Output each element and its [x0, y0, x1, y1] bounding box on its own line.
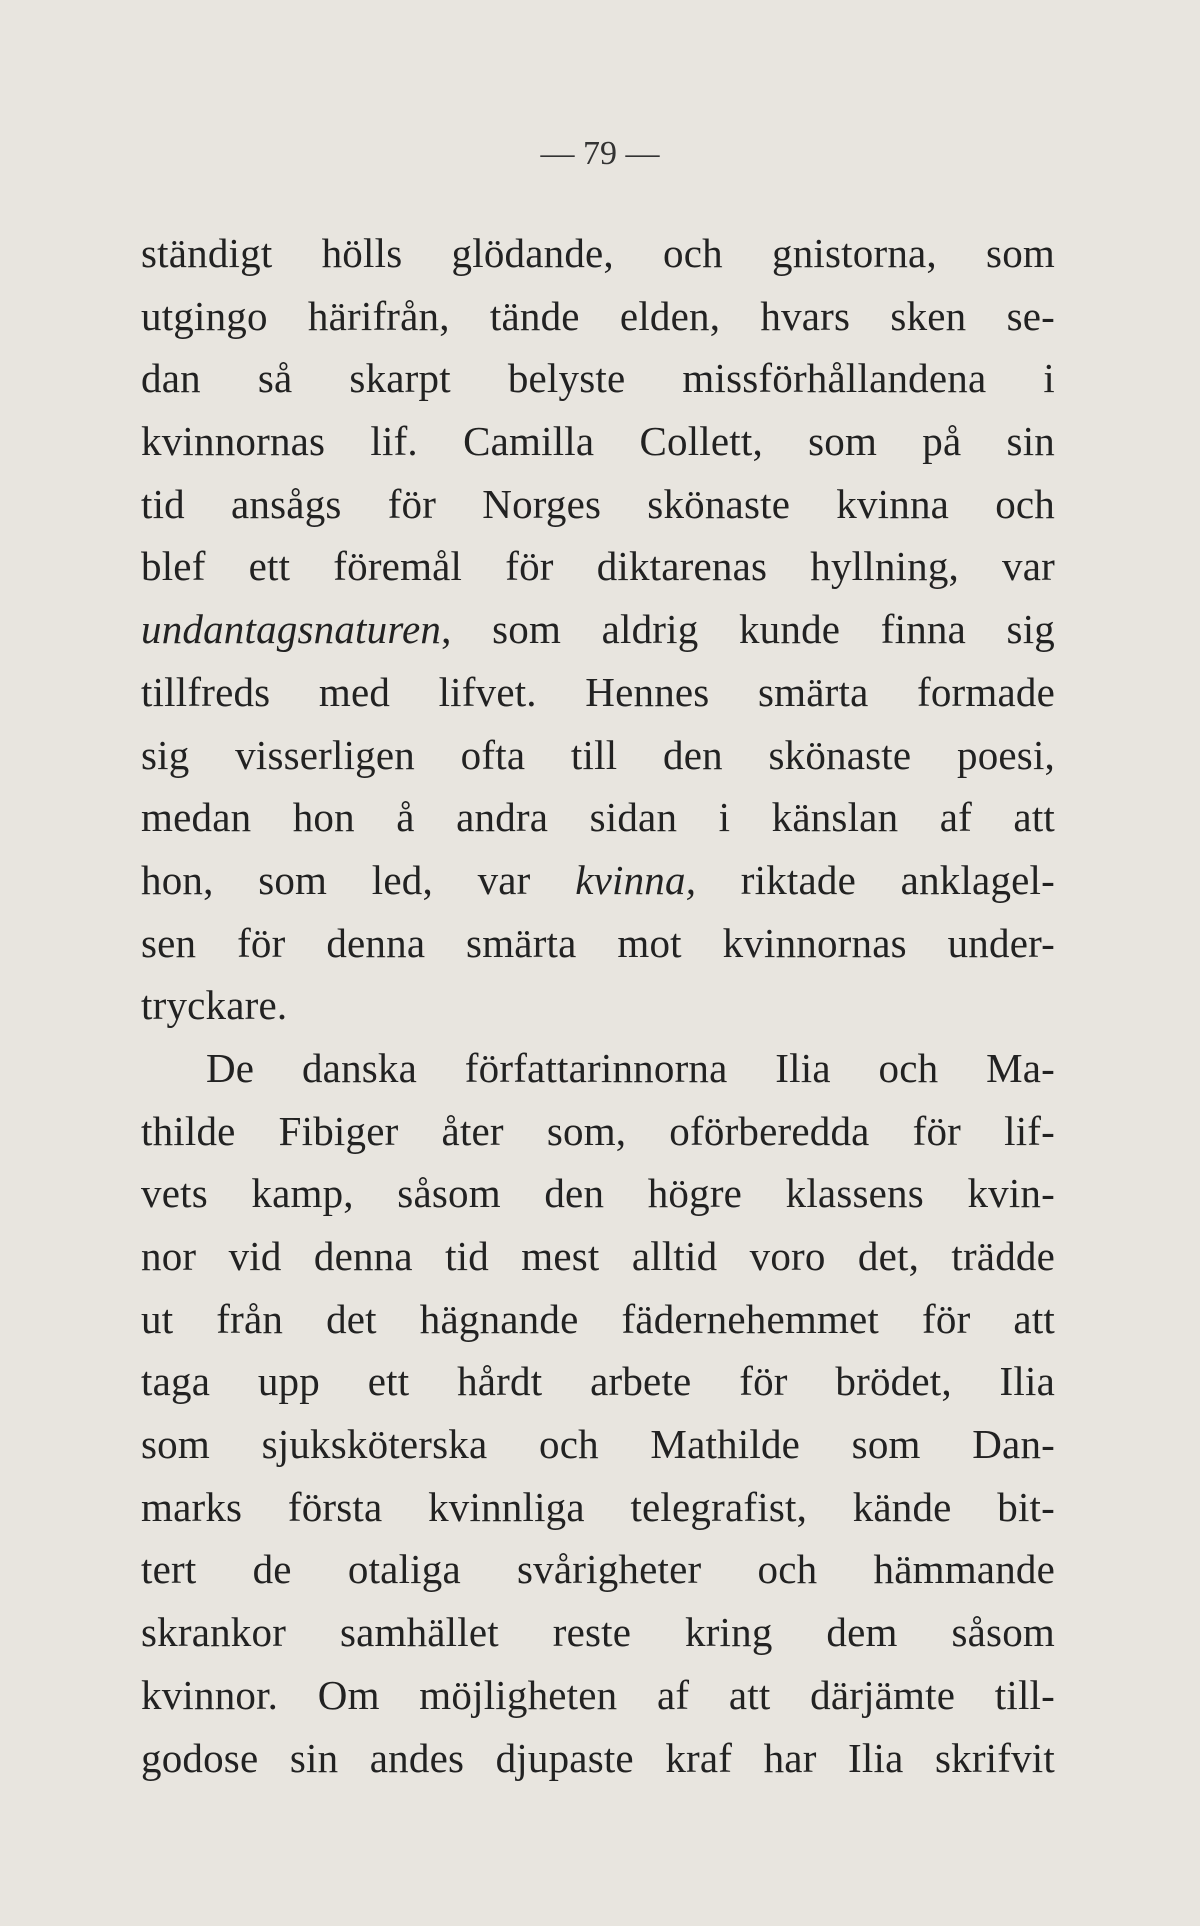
- text-segment: sen för denna smärta mot kvinnornas under-: [141, 919, 1055, 966]
- text-segment: nor vid denna tid mest alltid voro det, trädde: [141, 1233, 1055, 1279]
- text-line: [141, 598, 1055, 661]
- text-line: [141, 1664, 1055, 1727]
- text-segment: marks första kvinnliga telegrafist, kände bit-: [141, 1483, 1055, 1530]
- text-line: [141, 661, 1055, 724]
- text-line: [141, 1162, 1055, 1225]
- text-line: [141, 1476, 1055, 1539]
- page-number: — 79 —: [540, 135, 660, 172]
- text-segment: tillfreds med lifvet. Hennes smärta formade: [141, 668, 1055, 715]
- text-segment: vets kamp, såsom den högre klassens kvin-: [141, 1170, 1055, 1217]
- text-line: [141, 1601, 1055, 1664]
- text-line: [141, 1350, 1055, 1413]
- text-segment: , som aldrig kunde finna sig: [441, 606, 1055, 653]
- italic-text: kvinna,: [575, 856, 697, 903]
- text-segment: sig visserligen ofta till den skönaste poesi,: [141, 731, 1055, 778]
- text-line: [141, 1727, 1055, 1790]
- text-line: [141, 535, 1055, 598]
- text-segment: ständigt hölls glödande, och gnistorna, som: [141, 230, 1055, 276]
- text-segment: tryckare.: [141, 982, 288, 1029]
- text-line: [141, 724, 1055, 787]
- body-text: [141, 222, 1055, 1789]
- text-line: [141, 1100, 1055, 1163]
- text-line: [141, 473, 1055, 536]
- text-line: [141, 1413, 1055, 1476]
- text-segment: ut från det hägnande fädernehemmet för att: [141, 1295, 1055, 1342]
- paragraph: [141, 1037, 1055, 1789]
- text-segment: tid ansågs för Norges skönaste kvinna och: [141, 480, 1055, 527]
- text-segment: kvinnornas lif. Camilla Collett, som på sin: [141, 418, 1055, 465]
- text-line: [141, 410, 1055, 473]
- text-segment: godose sin andes djupaste kraf har Ilia skrifvit: [141, 1734, 1055, 1781]
- text-line: [141, 912, 1055, 975]
- text-segment: thilde Fibiger åter som, oförberedda för lif-: [141, 1107, 1055, 1154]
- text-segment: medan hon å andra sidan i känslan af att: [141, 794, 1055, 841]
- text-line: [141, 1288, 1055, 1351]
- text-line: [141, 285, 1055, 348]
- text-line: [141, 786, 1055, 849]
- text-segment: De danska författarinnorna Ilia och Ma-: [206, 1044, 1055, 1091]
- text-line: [141, 1538, 1055, 1601]
- text-line: [141, 1037, 1055, 1100]
- paragraph: [141, 222, 1055, 1037]
- text-segment: skrankor samhället reste kring dem såsom: [141, 1609, 1055, 1656]
- text-line: [141, 849, 1055, 912]
- text-segment: taga upp ett hårdt arbete för brödet, Ilia: [141, 1358, 1055, 1405]
- text-line: [141, 1225, 1055, 1288]
- text-segment: kvinnor. Om möjligheten af att därjämte till-: [141, 1671, 1055, 1718]
- text-segment: som sjuksköterska och Mathilde som Dan-: [141, 1421, 1055, 1468]
- text-line: [141, 222, 1055, 285]
- italic-text: undantagsnaturen: [141, 606, 442, 653]
- text-segment: utgingo härifrån, tände elden, hvars sken se-: [141, 292, 1055, 339]
- text-segment: hon, som led, var: [141, 856, 576, 903]
- text-line: [141, 347, 1055, 410]
- text-segment: dan så skarpt belyste missförhållandena i: [141, 355, 1055, 402]
- text-line: [141, 974, 1055, 1037]
- text-segment: blef ett föremål för diktarenas hyllning, var: [141, 543, 1055, 590]
- text-segment: tert de otaliga svårigheter och hämmande: [141, 1546, 1055, 1593]
- text-segment: riktade anklagel-: [696, 856, 1056, 903]
